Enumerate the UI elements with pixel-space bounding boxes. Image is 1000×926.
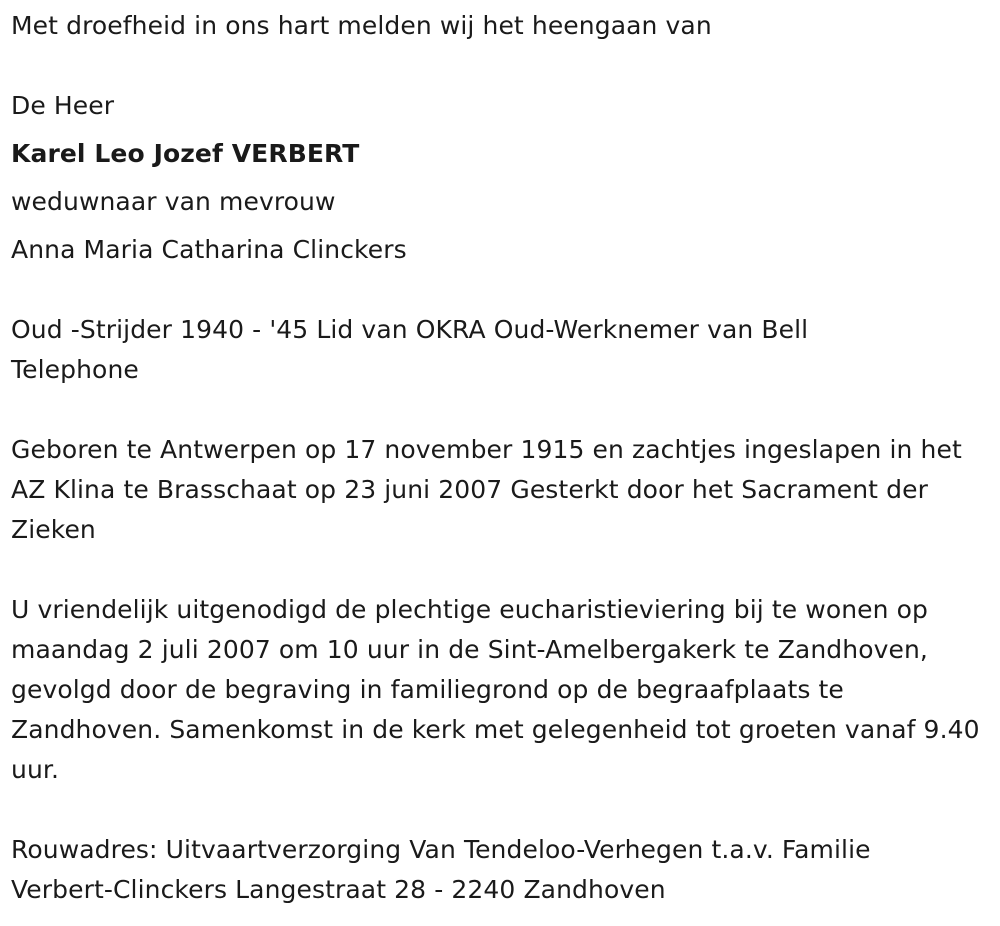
affiliations-text: Oud -Strijder 1940 - '45 Lid van OKRA Oud-Werknemer van Bell Telephone bbox=[11, 315, 809, 384]
relation-text: weduwnaar van mevrouw bbox=[11, 187, 336, 216]
service-text: U vriendelijk uitgenodigd de plechtige eucharistieviering bij te wonen op maandag 2 juli 2007 om 10 uur in de Sint-Amelbergakerk te Zandhoven, gevolgd door de begraving in familiegrond op de begraafplaats te Zandhoven. Samenkomst in de kerk met gelegenheid tot groeten vanaf 9.40 uur. bbox=[11, 595, 980, 784]
salutation: De Heer bbox=[11, 91, 115, 120]
intro-text: Met droefheid in ons hart melden wij het heengaan van bbox=[11, 11, 712, 40]
spouse-name: Anna Maria Catharina Clinckers bbox=[11, 235, 407, 264]
birth-death-text: Geboren te Antwerpen op 17 november 1915 en zachtjes ingeslapen in het AZ Klina te Brasschaat op 23 juni 2007 Gesterkt door het Sacrament der Zieken bbox=[11, 435, 962, 544]
address-text: Rouwadres: Uitvaartverzorging Van Tendeloo-Verhegen t.a.v. Familie Verbert-Clinckers Langestraat 28 - 2240 Zandhoven bbox=[11, 835, 871, 904]
deceased-name: Karel Leo Jozef VERBERT bbox=[11, 139, 360, 168]
